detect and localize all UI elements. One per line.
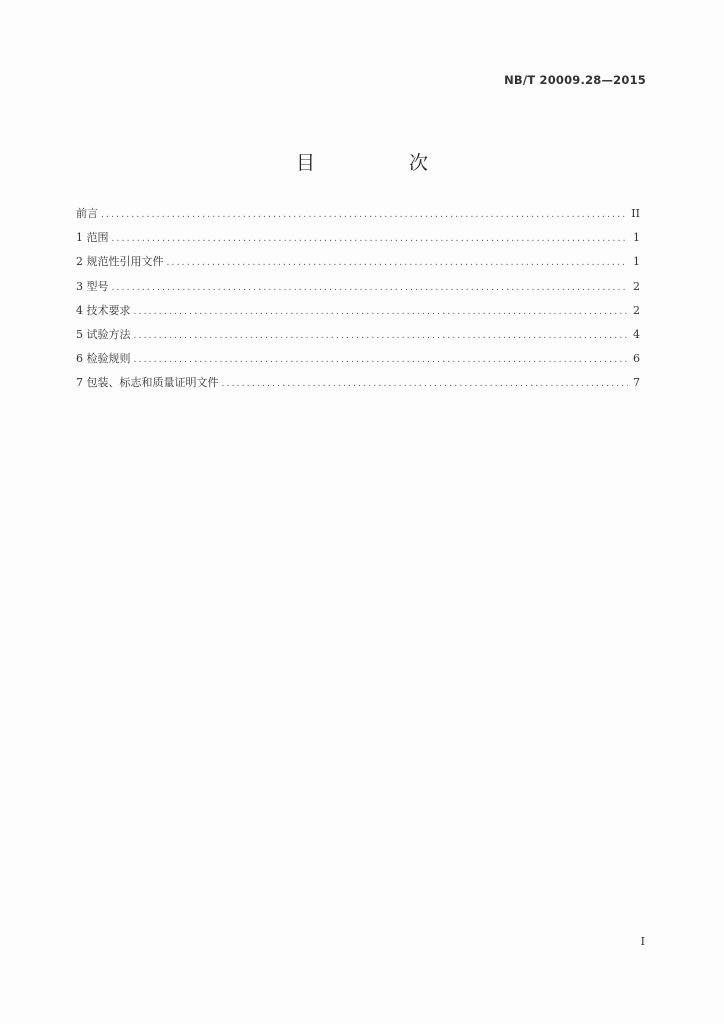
toc-entry-label: 2 规范性引用文件 [76,255,164,269]
toc-entry-label: 5 试验方法 [76,327,131,341]
toc-entry-inspection-rules[interactable] [76,350,640,374]
toc-entry-page: 6 [633,352,640,366]
toc-entry-page: 4 [633,327,640,341]
toc-entry-page: 2 [633,303,640,317]
standard-code: NB/T 20009.28—2015 [504,73,646,87]
toc-entry-model[interactable] [76,278,640,302]
dot-leader [134,355,629,365]
toc-entry-page: 1 [633,255,640,269]
toc-entry-label: 7 包装、标志和质量证明文件 [76,376,219,390]
page-number: I [640,935,645,948]
toc-entry-scope[interactable] [76,229,640,253]
toc-title: 目 次 [295,152,473,174]
dot-leader [222,379,629,389]
toc-entry-page: II [631,207,640,220]
table-of-contents [76,205,640,399]
toc-entry-packaging-marking[interactable] [76,374,640,398]
dot-leader [101,210,626,220]
toc-entry-normative-references[interactable] [76,253,640,277]
toc-entry-page: 1 [633,231,640,245]
toc-entry-foreword[interactable] [76,205,640,229]
toc-entry-page: 2 [633,279,640,293]
dot-leader [112,234,629,244]
toc-entry-test-methods[interactable] [76,326,640,350]
toc-entry-label: 4 技术要求 [76,303,131,317]
toc-entry-label: 6 检验规则 [76,352,131,366]
toc-entry-label: 3 型号 [76,279,109,293]
dot-leader [112,283,629,293]
dot-leader [134,331,629,341]
toc-entry-label: 1 范围 [76,231,109,245]
dot-leader [167,258,629,268]
toc-entry-technical-requirements[interactable] [76,302,640,326]
dot-leader [134,307,629,317]
toc-entry-label: 前言 [76,207,98,220]
toc-entry-page: 7 [633,376,640,390]
